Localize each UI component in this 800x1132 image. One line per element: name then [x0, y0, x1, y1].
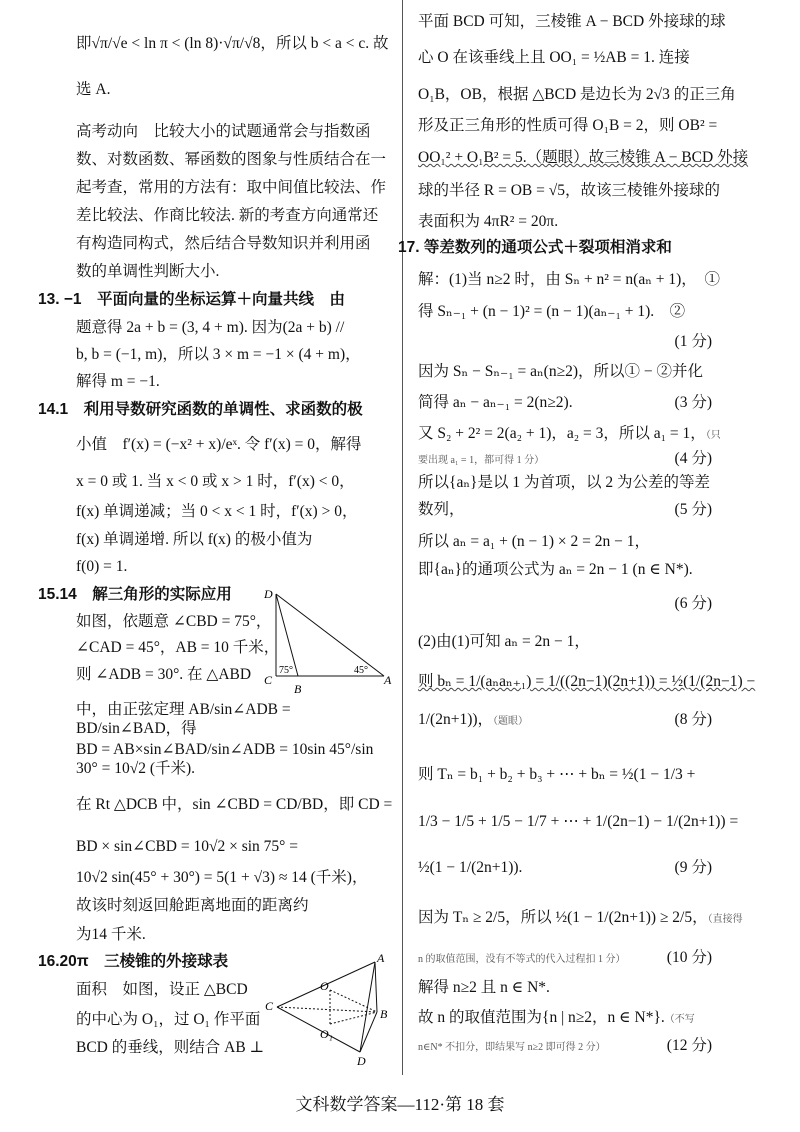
answer-line: 题意得 2a + b = (3, 4 + m). 因为(2a + b) //: [76, 319, 345, 336]
answer-line: 有构造同构式，然后结合导数知识并利用函: [76, 235, 371, 252]
line-text: 简得 aₙ − aₙ₋₁ = 2(n≥2).: [418, 394, 573, 411]
line-text: O₁B，OB，根据 △BCD 是边长为 2√3 的正三角: [418, 86, 736, 103]
answer-line: 在 Rt △DCB 中，sin ∠CBD = CD/BD，即 CD =: [76, 796, 393, 813]
answer-line: 解得 m = −1.: [76, 373, 160, 390]
answer-line: 小值 f′(x) = (−x² + x)/eˣ. 令 f′(x) = 0，解得: [76, 436, 362, 453]
answer-line: f(x) 单调递增. 所以 f(x) 的极小值为: [76, 531, 313, 548]
answer-line: [418, 270, 720, 290]
answer-line: [418, 560, 693, 580]
answer-line: [418, 672, 755, 692]
answer-line: [398, 238, 672, 258]
vertex-label: D: [264, 587, 273, 601]
grading-note: 要出现 a₁ = 1，都可得 1 分）: [418, 455, 545, 466]
answer-line: [418, 473, 710, 493]
center-label: O₁: [320, 1027, 333, 1041]
vertex-label: A: [384, 673, 392, 687]
line-text: 所以{aₙ}是以 1 为首项，以 2 为公差的等差: [418, 474, 710, 491]
score-marker: (9 分): [674, 859, 712, 876]
answer-line: [418, 812, 738, 832]
score-marker: (6 分): [674, 595, 712, 612]
answer-line: [418, 212, 558, 232]
answer-line: BCD 的垂线，则结合 AB ⊥: [76, 1039, 265, 1056]
answer-line: [418, 362, 703, 382]
answer-line: [418, 393, 573, 413]
angle-label: 75°: [279, 665, 293, 676]
line-text: OO₁² + O₁B² = 5.（题眼）故三棱锥 A − BCD 外接: [418, 149, 749, 166]
score-marker: (8 分): [674, 711, 712, 728]
answer-line: [418, 710, 528, 732]
line-text: 平面 BCD 可知，三棱锥 A − BCD 外接球的球: [418, 13, 726, 30]
score-marker: (12 分): [666, 1037, 712, 1054]
angle-label: 45°: [354, 665, 368, 676]
answer-heading: 15.14 解三角形的实际应用: [38, 586, 232, 603]
answer-line: 面积 如图，设正 △BCD: [76, 981, 248, 998]
answer-line: [418, 908, 743, 930]
line-text: 17. 等差数列的通项公式＋裂项相消求和: [398, 239, 672, 256]
vertex-label: B: [380, 1007, 388, 1021]
line-text: 1/(2n+1))，: [418, 711, 494, 728]
answer-line: b, b = (−1, m)，所以 3 × m = −1 × (4 + m)，: [76, 346, 361, 363]
answer-line: 数、对数函数、幂函数的图象与性质结合在一: [76, 151, 387, 168]
answer-line: 故该时刻返回舱距离地面的距离约: [76, 897, 309, 914]
pyramid-figure-16: [265, 952, 395, 1067]
answer-line: 选 A.: [76, 81, 111, 98]
answer-line: 10√2 sin(45° + 30°) = 5(1 + √3) ≈ 14 (千米)，: [76, 869, 368, 886]
answer-line: BD = AB×sin∠BAD/sin∠ADB = 10sin 45°/sin 30° = 10√2 (千米).: [76, 741, 374, 777]
answer-line: 中，由正弦定理 AB/sin∠ADB = BD/sin∠BAD，得: [76, 701, 291, 737]
answer-line: 则 ∠ADB = 30°. 在 △ABD: [76, 666, 252, 683]
answer-heading: 14.1 利用导数研究函数的单调性、求函数的极: [38, 401, 363, 418]
vertex-label: C: [265, 999, 274, 1013]
line-text: 1/3 − 1/5 + 1/5 − 1/7 + ⋯ + 1/(2n−1) − 1/(2n+1)) =: [418, 813, 739, 830]
answer-line: ∠CAD = 45°，AB = 10 千米，: [76, 639, 280, 656]
answer-line: [418, 148, 748, 168]
answer-line: 为14 千米.: [76, 926, 146, 943]
line-text: 解得 n≥2 且 n ∈ N*.: [418, 979, 550, 996]
answer-line: [418, 85, 736, 105]
vertex-label: C: [264, 673, 273, 687]
answer-line: [418, 1008, 695, 1030]
answer-line: [418, 500, 465, 520]
answer-line: [418, 48, 690, 68]
answer-line: x = 0 或 1. 当 x < 0 或 x > 1 时，f′(x) < 0，: [76, 473, 355, 490]
line-text: 则 bₙ = 1/(aₙaₙ₊₁) = 1/((2n−1)(2n+1)) = ½(1/(2n−1) −: [418, 673, 756, 690]
answer-line: 的中心为 O₁，过 O₁ 作平面: [76, 1011, 261, 1028]
vertex-label: D: [357, 1054, 366, 1067]
answer-line: [418, 449, 544, 471]
line-text: 因为 Tₙ ≥ 2/5，所以 ½(1 − 1/(2n+1)) ≥ 2/5，: [418, 909, 708, 926]
line-text: 则 Tₙ = b₁ + b₂ + b₃ + ⋯ + bₙ = ½(1 − 1/3 +: [418, 766, 696, 783]
answer-heading: 16.20π 三棱锥的外接球表: [38, 953, 229, 970]
grading-note: （只: [705, 430, 721, 441]
answer-line: [418, 948, 626, 970]
score-marker: (10 分): [666, 949, 712, 966]
answer-line: [418, 765, 695, 785]
score-marker: (5 分): [674, 501, 712, 518]
line-text: 数列，: [418, 501, 465, 518]
answer-line: [418, 978, 550, 998]
line-text: 解：(1)当 n≥2 时，由 Sₙ + n² = n(aₙ + 1)， ①: [418, 271, 721, 288]
score-marker: (4 分): [674, 450, 712, 467]
grading-note: n∈N* 不扣分，即结果写 n≥2 即可得 2 分）: [418, 1042, 606, 1053]
answer-line: 数的单调性判断大小.: [76, 263, 220, 280]
line-text: 故 n 的取值范围为{n | n≥2，n ∈ N*}.: [418, 1009, 665, 1026]
vertex-label: B: [294, 682, 302, 696]
grading-note: （直接得: [707, 914, 743, 925]
answer-line: [418, 632, 590, 652]
answer-line: 即√π/√e < ln π < (ln 8)·√π/√8，所以 b < a < c. 故: [76, 35, 389, 52]
answer-line: [418, 12, 726, 32]
grading-note: （题眼）: [493, 716, 529, 727]
answer-line: [418, 1036, 606, 1058]
grading-note: （不写: [664, 1014, 695, 1025]
answer-line: [418, 424, 721, 446]
answer-line: BD × sin∠CBD = 10√2 × sin 75° =: [76, 838, 298, 855]
center-label: O: [320, 979, 329, 993]
column-divider: [402, 0, 403, 1075]
line-text: 心 O 在该垂线上且 OO₁ = ½AB = 1. 连接: [418, 49, 690, 66]
line-text: 又 S₂ + 2² = 2(a₂ + 1)，a₂ = 3，所以 a₁ = 1，: [418, 425, 706, 442]
line-text: 所以 aₙ = a₁ + (n − 1) × 2 = 2n − 1，: [418, 533, 651, 550]
line-text: 形及正三角形的性质可得 O₁B = 2，则 OB² =: [418, 117, 718, 134]
answer-line: [418, 858, 522, 878]
line-text: 表面积为 4πR² = 20π.: [418, 213, 559, 230]
answer-line: 如图，依题意 ∠CBD = 75°，: [76, 613, 272, 630]
line-text: 得 Sₙ₋₁ + (n − 1)² = (n − 1)(aₙ₋₁ + 1). ②: [418, 303, 686, 320]
line-text: 因为 Sₙ − Sₙ₋₁ = aₙ(n≥2)，所以① − ②并化: [418, 363, 704, 380]
answer-line: 高考动向 比较大小的试题通常会与指数函: [76, 123, 371, 140]
line-text: 即{aₙ}的通项公式为 aₙ = 2n − 1 (n ∈ N*).: [418, 561, 693, 578]
answer-line: 差比较法、作商比较法. 新的考查方向通常还: [76, 207, 379, 224]
answer-line: f(0) = 1.: [76, 558, 128, 575]
answer-line: [418, 532, 650, 552]
triangle-figure-15: [264, 586, 394, 696]
page-footer: 文科数学答案—112·第 18 套: [295, 1095, 505, 1114]
score-marker: (3 分): [674, 394, 712, 411]
line-text: 球的半径 R = OB = √5，故该三棱锥外接球的: [418, 182, 720, 199]
line-text: (2)由(1)可知 aₙ = 2n − 1，: [418, 633, 590, 650]
vertex-label: A: [377, 952, 385, 965]
grading-note: n 的取值范围，没有不等式的代入过程扣 1 分）: [418, 954, 626, 965]
answer-line: [418, 302, 685, 322]
answer-line: [418, 116, 717, 136]
answer-line: 起考查，常用的方法有：取中间值比较法、作: [76, 179, 387, 196]
answer-line: [418, 181, 720, 201]
answer-heading: 13. −1 平面向量的坐标运算＋向量共线 由: [38, 291, 346, 308]
answer-line: f(x) 单调递减；当 0 < x < 1 时，f′(x) > 0，: [76, 503, 358, 520]
score-marker: (1 分): [674, 333, 712, 350]
line-text: ½(1 − 1/(2n+1)).: [418, 859, 523, 876]
